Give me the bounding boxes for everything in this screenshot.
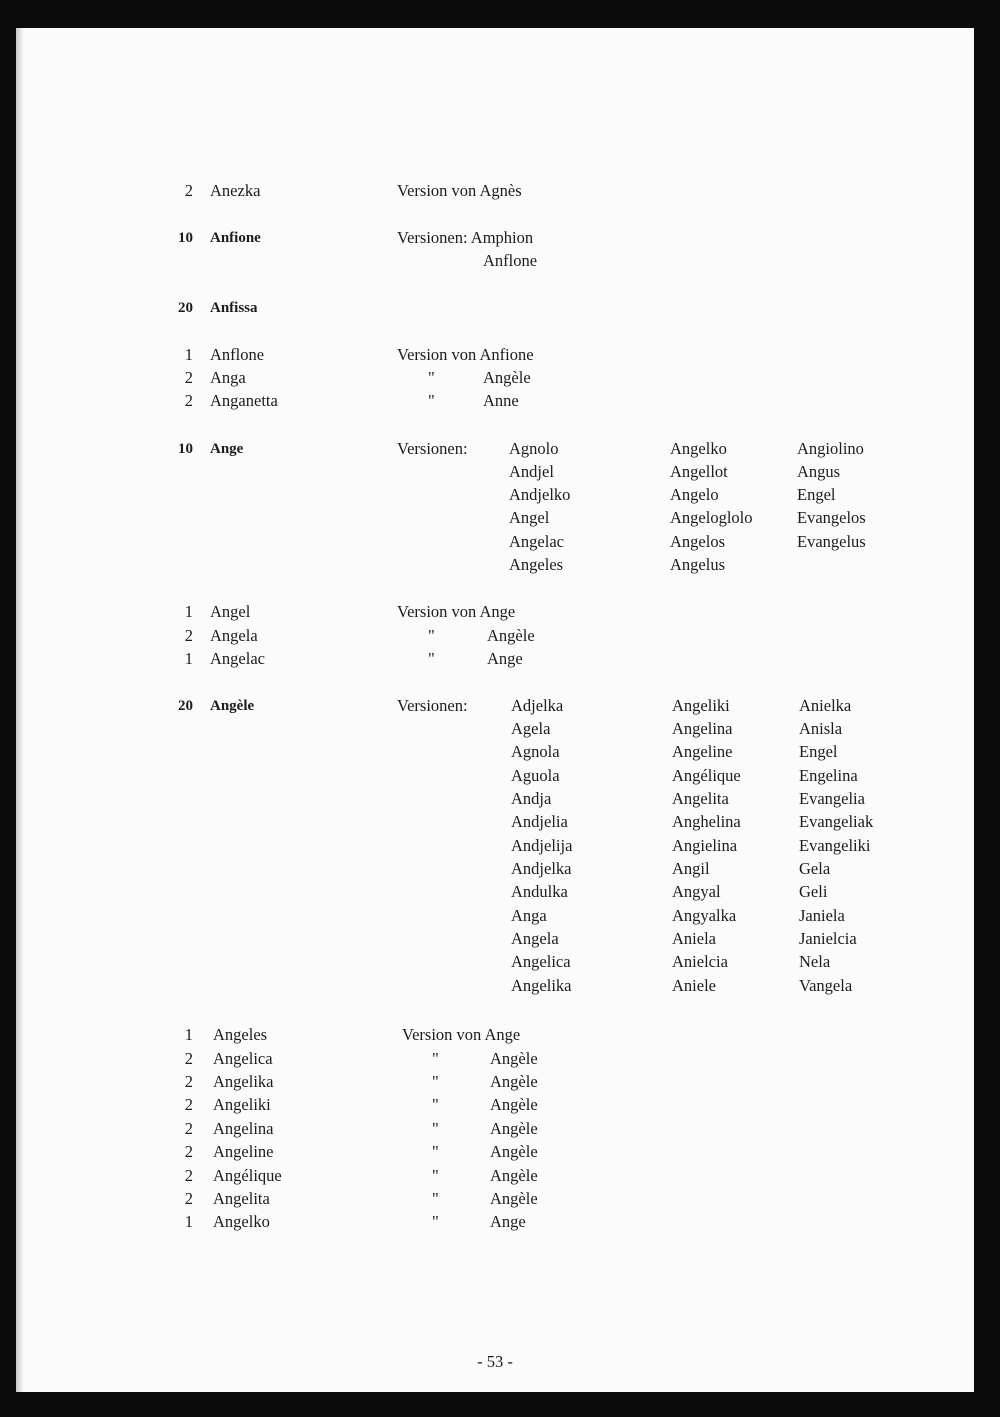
- list-entry: [16, 625, 974, 647]
- variant-name: Engel: [799, 742, 838, 761]
- ditto-mark: ": [432, 1095, 439, 1114]
- variant-name: Andulka: [511, 882, 568, 901]
- version-target: Angèle: [490, 1049, 538, 1068]
- variant-name: Angelac: [509, 532, 564, 551]
- variant-name: Evangelus: [797, 532, 866, 551]
- variant-name: Angyalka: [672, 906, 737, 925]
- version-label: Versionen:: [397, 439, 468, 458]
- version-label: Versionen: Amphion: [397, 228, 534, 247]
- entry-count: 2: [184, 1049, 193, 1068]
- variant-name: Angélique: [672, 766, 741, 785]
- variant-name: Angielina: [672, 836, 738, 855]
- ditto-mark: ": [432, 1189, 439, 1208]
- entry-count: 20: [178, 698, 193, 714]
- entry-name: Angeline: [213, 1142, 274, 1161]
- variant-name: Angel: [509, 508, 550, 527]
- variant-name: Anielka: [799, 696, 852, 715]
- document-page: [16, 28, 974, 1392]
- variant-name: Evangelos: [797, 508, 866, 527]
- entry-count: 2: [184, 1072, 193, 1091]
- version-target: Angèle: [490, 1119, 538, 1138]
- ditto-mark: ": [432, 1142, 439, 1161]
- version-label: Versionen:: [397, 696, 468, 715]
- variant-name: Angelko: [670, 439, 727, 458]
- variant-name: Angelica: [511, 952, 571, 971]
- list-entry: [16, 905, 974, 927]
- list-entry: [16, 180, 974, 202]
- entry-name: Angélique: [213, 1166, 282, 1185]
- version-target: Angèle: [490, 1142, 538, 1161]
- list-entry: [16, 951, 974, 973]
- list-entry: [16, 1118, 974, 1140]
- variant-name: Andjel: [509, 462, 554, 481]
- list-entry: [16, 390, 974, 412]
- entry-count: 2: [184, 626, 193, 645]
- ditto-mark: ": [432, 1166, 439, 1185]
- entry-name: Anfissa: [210, 300, 258, 316]
- list-entry: [16, 297, 974, 319]
- list-entry: [16, 975, 974, 997]
- entry-name: Ange: [210, 441, 244, 457]
- variant-name: Angil: [672, 859, 710, 878]
- variant-name: Janiela: [799, 906, 845, 925]
- variant-name: Anghelina: [672, 812, 741, 831]
- variant-name: Engelina: [799, 766, 858, 785]
- variant-name: Andjelija: [511, 836, 573, 855]
- variant-name: Agela: [511, 719, 551, 738]
- variant-name: Geli: [799, 882, 828, 901]
- entry-name: Angela: [210, 626, 258, 645]
- entry-count: 2: [184, 391, 193, 410]
- variant-name: Angiolino: [797, 439, 864, 458]
- variant-name: Andja: [511, 789, 552, 808]
- variant-name: Angeloglolo: [670, 508, 753, 527]
- version-label: Version von Ange: [402, 1025, 521, 1044]
- variant-name: Janielcia: [799, 929, 857, 948]
- variant-name: Gela: [799, 859, 831, 878]
- variant-name: Vangela: [799, 976, 853, 995]
- entry-count: 20: [178, 300, 193, 316]
- entry-name: Anfione: [210, 230, 261, 246]
- entry-name: Anezka: [210, 181, 261, 200]
- variant-name: Aniela: [672, 929, 716, 948]
- variant-name: Agnola: [511, 742, 560, 761]
- variant-name: Angyal: [672, 882, 721, 901]
- list-entry: [16, 367, 974, 389]
- list-entry: [16, 1048, 974, 1070]
- version-target: Angèle: [490, 1166, 538, 1185]
- page-number: - 53 -: [477, 1352, 513, 1371]
- entry-count: 2: [184, 181, 193, 200]
- list-entry: [16, 648, 974, 670]
- entry-name: Anflone: [210, 345, 265, 364]
- entry-count: 2: [184, 368, 193, 387]
- ditto-mark: ": [432, 1119, 439, 1138]
- entry-name: Angel: [210, 602, 251, 621]
- variant-name: Anielcia: [672, 952, 728, 971]
- variant-name: Angellot: [670, 462, 728, 481]
- variant-name: Angelina: [672, 719, 733, 738]
- entry-name: Angelko: [213, 1212, 270, 1231]
- entry-name: Anga: [210, 368, 246, 387]
- entry-name: Angeliki: [213, 1095, 271, 1114]
- version-label: Version von Anfione: [397, 345, 534, 364]
- version-target: Anflone: [483, 251, 538, 270]
- ditto-mark: ": [428, 649, 435, 668]
- entry-count: 10: [178, 441, 193, 457]
- list-entry: [16, 344, 974, 366]
- list-entry: [16, 788, 974, 810]
- list-entry: [16, 765, 974, 787]
- entry-count: 1: [184, 1025, 193, 1044]
- list-entry: [16, 928, 974, 950]
- version-label: Version von Agnès: [397, 181, 522, 200]
- variant-name: Aniele: [672, 976, 716, 995]
- version-target: Angèle: [490, 1072, 538, 1091]
- version-target: Angèle: [483, 368, 531, 387]
- entry-count: 2: [184, 1095, 193, 1114]
- version-target: Anne: [483, 391, 519, 410]
- list-entry: [16, 227, 974, 249]
- list-entry: [16, 741, 974, 763]
- list-entry: [16, 531, 974, 553]
- variant-name: Angelita: [672, 789, 729, 808]
- list-entry: [16, 1141, 974, 1163]
- variant-name: Nela: [799, 952, 831, 971]
- variant-name: Angelos: [670, 532, 725, 551]
- variant-name: Angelo: [670, 485, 719, 504]
- list-entry: [16, 1165, 974, 1187]
- variant-name: Engel: [797, 485, 836, 504]
- entry-name: Angelina: [213, 1119, 274, 1138]
- variant-name: Andjelia: [511, 812, 568, 831]
- entry-name: Angèle: [210, 698, 255, 714]
- list-entry: [16, 484, 974, 506]
- variant-name: Angus: [797, 462, 841, 481]
- variant-name: Angeles: [509, 555, 564, 574]
- variant-name: Andjelko: [509, 485, 571, 504]
- list-entry: [16, 438, 974, 460]
- ditto-mark: ": [432, 1049, 439, 1068]
- list-entry: [16, 250, 974, 272]
- variant-name: Adjelka: [511, 696, 564, 715]
- entry-count: 1: [184, 1212, 193, 1231]
- list-entry: [16, 881, 974, 903]
- entry-count: 1: [184, 345, 193, 364]
- version-target: Angèle: [487, 626, 535, 645]
- entry-count: 2: [184, 1189, 193, 1208]
- list-entry: [16, 835, 974, 857]
- variant-name: Anisla: [799, 719, 843, 738]
- variant-name: Angelika: [511, 976, 572, 995]
- entry-name: Angelika: [213, 1072, 274, 1091]
- list-entry: [16, 601, 974, 623]
- ditto-mark: ": [428, 626, 435, 645]
- entry-name: Angeles: [213, 1025, 268, 1044]
- list-entry: [16, 1188, 974, 1210]
- entry-count: 1: [184, 602, 193, 621]
- variant-name: Evangelia: [799, 789, 865, 808]
- entry-name: Angelac: [210, 649, 265, 668]
- entry-count: 1: [184, 649, 193, 668]
- variant-name: Evangeliak: [799, 812, 874, 831]
- version-target: Ange: [490, 1212, 526, 1231]
- entry-count: 2: [184, 1119, 193, 1138]
- entry-name: Anganetta: [210, 391, 278, 410]
- entry-count: 2: [184, 1142, 193, 1161]
- list-entry: [16, 811, 974, 833]
- list-entry: [16, 695, 974, 717]
- variant-name: Angela: [511, 929, 559, 948]
- list-entry: [16, 858, 974, 880]
- entry-name: Angelita: [213, 1189, 270, 1208]
- variant-name: Angeliki: [672, 696, 730, 715]
- list-entry: [16, 718, 974, 740]
- ditto-mark: ": [428, 368, 435, 387]
- variant-name: Evangeliki: [799, 836, 871, 855]
- list-entry: [16, 507, 974, 529]
- entry-count: 10: [178, 230, 193, 246]
- variant-name: Anga: [511, 906, 547, 925]
- entry-name: Angelica: [213, 1049, 273, 1068]
- version-label: Version von Ange: [397, 602, 516, 621]
- list-entry: [16, 461, 974, 483]
- ditto-mark: ": [432, 1072, 439, 1091]
- variant-name: Angelus: [670, 555, 725, 574]
- variant-name: Agnolo: [509, 439, 559, 458]
- version-target: Ange: [487, 649, 523, 668]
- ditto-mark: ": [428, 391, 435, 410]
- version-target: Angèle: [490, 1189, 538, 1208]
- variant-name: Andjelka: [511, 859, 572, 878]
- version-target: Angèle: [490, 1095, 538, 1114]
- list-entry: [16, 1094, 974, 1116]
- list-entry: [16, 554, 974, 576]
- entry-count: 2: [184, 1166, 193, 1185]
- ditto-mark: ": [432, 1212, 439, 1231]
- list-entry: [16, 1071, 974, 1093]
- list-entry: [16, 1024, 974, 1046]
- variant-name: Angeline: [672, 742, 733, 761]
- list-entry: [16, 1211, 974, 1233]
- variant-name: Aguola: [511, 766, 560, 785]
